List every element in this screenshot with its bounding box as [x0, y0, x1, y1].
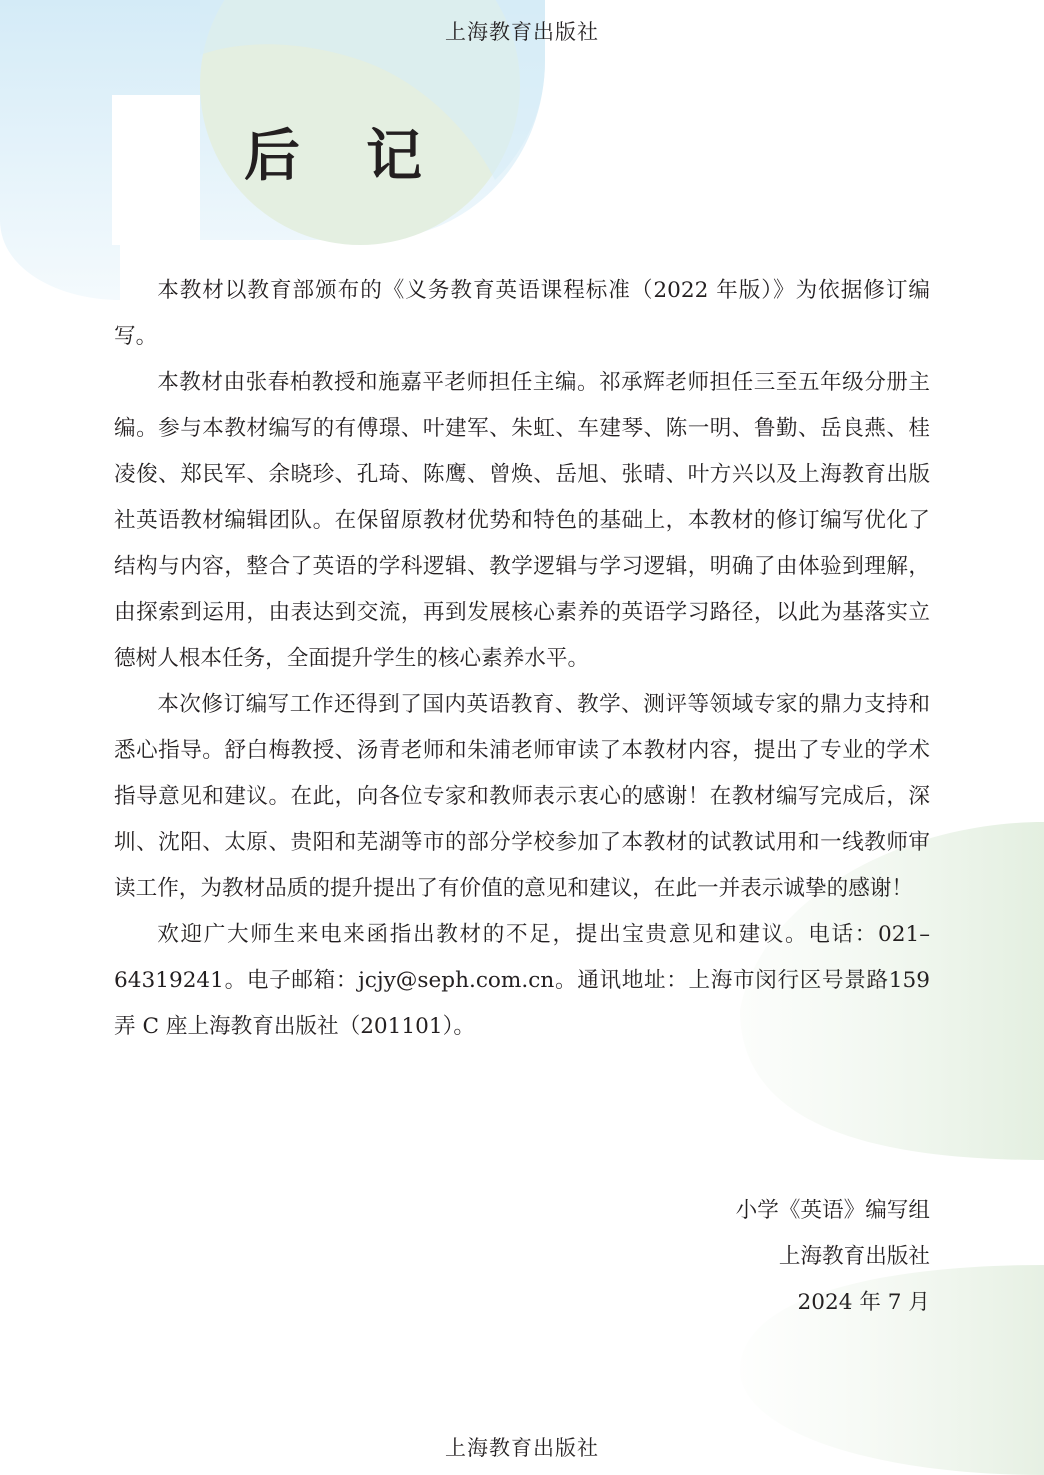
title-char-1: 后	[244, 123, 300, 189]
signature-date: 2024 年 7 月	[797, 1290, 930, 1315]
title-char-2: 记	[366, 123, 422, 189]
paragraph-2: 本教材由张春柏教授和施嘉平老师担任主编。祁承辉老师担任三至五年级分册主编。参与本教材编写的有傅璟、叶建军、朱虹、车建琴、陈一明、鲁勤、岳良燕、桂凌俊、郑民军、余晓珍、孔琦、陈鹰、曾焕、岳旭、张晴、叶方兴以及上海教育出版社英语教材编辑团队。在保留原教材优势和特色的基础上，本教材的修订编写优化了结构与内容，整合了英语的学科逻辑、教学逻辑与学习逻辑，明确了由体验到理解，由探索到运用，由表达到交流，再到发展核心素养的英语学习路径，以此为基落实立德树人根本任务，全面提升学生的核心素养水平。	[114, 370, 930, 671]
paragraph-4: 欢迎广大师生来电来函指出教材的不足，提出宝贵意见和建议。电话：021–64319241。电子邮箱：jcjy@seph.com.cn。通讯地址：上海市闵行区号景路159 弄 C 座上海教育出版社（201101）。	[114, 922, 930, 1039]
header-publisher: 上海教育出版社	[445, 20, 599, 44]
paragraph-1: 本教材以教育部颁布的《义务教育英语课程标准（2022 年版）》为依据修订编写。	[114, 278, 930, 349]
page-title	[244, 112, 422, 192]
signature-publisher: 上海教育出版社	[778, 1244, 930, 1269]
footer-publisher: 上海教育出版社	[445, 1436, 599, 1460]
signature-block	[736, 1188, 930, 1326]
title-white-block	[112, 95, 200, 245]
signature-group: 小学《英语》编写组	[735, 1198, 930, 1223]
paragraph-3: 本次修订编写工作还得到了国内英语教育、教学、测评等领域专家的鼎力支持和悉心指导。舒白梅教授、汤青老师和朱浦老师审读了本教材内容，提出了专业的学术指导意见和建议。在此，向各位专家和教师表示衷心的感谢！在教材编写完成后，深圳、沈阳、太原、贵阳和芜湖等市的部分学校参加了本教材的试教试用和一线教师审读工作，为教材品质的提升提出了有价值的意见和建议，在此一并表示诚挚的感谢！	[114, 692, 930, 901]
afterword-body	[114, 268, 930, 1050]
